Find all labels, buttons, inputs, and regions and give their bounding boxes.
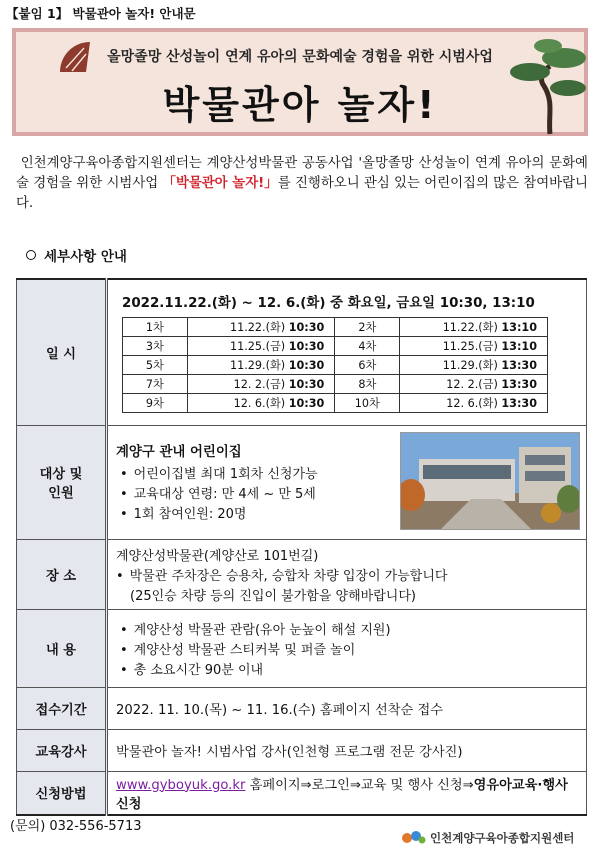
section-title-text: 세부사항 안내	[44, 249, 127, 265]
content-item: • 계양산성 박물관 관람(유아 눈높이 해설 지원)	[116, 619, 578, 638]
session-number	[123, 393, 188, 412]
circle-bullet-icon	[26, 250, 36, 260]
session-datetime	[187, 355, 335, 374]
session-number	[335, 374, 400, 393]
org-name: 인천계양구육아종합지원센터	[430, 831, 575, 845]
session-datetime	[400, 393, 548, 412]
content-label: 내 용	[17, 609, 107, 687]
session-datetime	[400, 355, 548, 374]
session-number-text: 3차	[145, 339, 164, 353]
instructor-value: 박물관아 놀자! 시범사업 강사(인천형 프로그램 전문 강사진)	[107, 729, 587, 771]
session-number	[123, 355, 188, 374]
apply-label: 신청방법	[17, 771, 107, 815]
session-number	[335, 393, 400, 412]
session-date: 12. 2.(금)	[233, 377, 286, 391]
schedule-summary: 2022.11.22.(화) ~ 12. 6.(화) 중 화요일, 금요일 10:30, 13:10	[122, 295, 535, 311]
session-number	[335, 336, 400, 355]
target-content	[107, 425, 587, 539]
session-datetime	[400, 374, 548, 393]
instructor-row	[17, 729, 587, 771]
session-date: 11.25.(금)	[230, 339, 286, 353]
target-label: 대상 및 인원	[17, 425, 107, 539]
homepage-link[interactable]: www.gyboyuk.go.kr	[116, 777, 246, 793]
intro-text-2: 를 진행하오니 관심 있는 어린이집의 많은 참여바랍니다.	[16, 176, 588, 211]
period-value: 2022. 11. 10.(목) ~ 11. 16.(수) 홈페이지 선착순 접수	[107, 687, 587, 729]
session-number	[123, 336, 188, 355]
session-time: 13:10	[501, 320, 537, 334]
target-item: • 교육대상 연령: 만 4세 ~ 만 5세	[116, 483, 578, 502]
title-banner	[12, 28, 588, 136]
instructor-label: 교육강사	[17, 729, 107, 771]
section-title	[26, 245, 127, 265]
schedule-row	[17, 279, 587, 425]
session-number-text: 4차	[358, 339, 377, 353]
session-number	[123, 374, 188, 393]
session-date: 11.29.(화)	[230, 358, 286, 372]
session-time: 13:10	[501, 339, 537, 353]
schedule-table-row	[123, 355, 548, 374]
session-datetime	[187, 336, 335, 355]
target-item: • 1회 참여인원: 20명	[116, 503, 578, 522]
session-time: 10:30	[288, 358, 325, 372]
session-time: 10:30	[288, 339, 325, 353]
session-number	[335, 317, 400, 336]
org-signature	[400, 828, 574, 846]
session-date: 12. 2.(금)	[446, 377, 498, 391]
session-date: 12. 6.(화)	[233, 396, 286, 410]
museum-photo	[400, 432, 580, 530]
target-title: 계양구 관내 어린이집	[116, 445, 242, 460]
content-item: • 총 소요시간 90분 이내	[116, 659, 578, 678]
banner-title: 박물관아 놀자!	[162, 83, 438, 127]
target-item: • 어린이집별 최대 1회차 신청가능	[116, 463, 578, 482]
banner-subtitle: 올망졸망 산성놀이 연계 유아의 문화예술 경험을 위한 시범사업	[107, 49, 493, 65]
schedule-table-row	[123, 374, 548, 393]
session-number	[335, 355, 400, 374]
period-label: 접수기간	[17, 687, 107, 729]
intro-paragraph	[16, 154, 588, 214]
place-line: 계양산성박물관(계양산로 101번길)	[116, 548, 319, 564]
org-logo-icon	[400, 828, 426, 846]
period-row	[17, 687, 587, 729]
session-time: 10:30	[288, 396, 325, 410]
schedule-table-row	[123, 336, 548, 355]
session-date: 11.29.(화)	[442, 358, 498, 372]
schedule-content	[107, 279, 587, 425]
session-number-text: 7차	[145, 377, 164, 391]
session-datetime	[187, 393, 335, 412]
content-item: • 계양산성 박물관 스티커북 및 퍼즐 놀이	[116, 639, 578, 658]
session-datetime	[400, 336, 548, 355]
schedule-table	[122, 317, 548, 413]
session-datetime	[400, 317, 548, 336]
session-date: 11.25.(금)	[442, 339, 498, 353]
session-date: 11.22.(화)	[442, 320, 498, 334]
session-time: 13:30	[501, 377, 537, 391]
session-datetime	[187, 317, 335, 336]
details-table	[16, 278, 587, 816]
apply-row	[17, 771, 587, 815]
schedule-label: 일 시	[17, 279, 107, 425]
session-number-text: 6차	[358, 358, 377, 372]
place-row	[17, 539, 587, 609]
content-content	[107, 609, 587, 687]
place-line: • 박물관 주차장은 승용차, 승합차 차량 입장이 가능합니다	[112, 565, 578, 584]
attachment-label: 【붙임 1】 박물관아 놀자! 안내문	[6, 6, 196, 21]
contact-info: (문의) 032-556-5713	[10, 819, 142, 834]
schedule-table-row	[123, 317, 548, 336]
apply-steps-bold: 영유아교육·행사 신청	[116, 777, 568, 812]
session-time: 13:30	[501, 358, 537, 372]
place-line: (25인승 차량 등의 진입이 불가함을 양해바랍니다)	[130, 588, 416, 604]
session-number-text: 1차	[145, 320, 164, 334]
intro-text-1: 인천계양구육아종합지원센터는 계양산성박물관 공동사업 '올망졸망 산성놀이 연계 유아의 문화예술 경험을 위한 시범사업	[16, 156, 588, 191]
place-content	[107, 539, 587, 609]
schedule-table-row	[123, 393, 548, 412]
session-date: 11.22.(화)	[230, 320, 286, 334]
target-row	[17, 425, 587, 539]
session-date: 12. 6.(화)	[446, 396, 498, 410]
session-time: 10:30	[288, 320, 325, 334]
apply-content	[107, 771, 587, 815]
session-number-text: 8차	[358, 377, 377, 391]
session-number	[123, 317, 188, 336]
place-label: 장 소	[17, 539, 107, 609]
content-row	[17, 609, 587, 687]
session-number-text: 5차	[145, 358, 164, 372]
session-datetime	[187, 374, 335, 393]
intro-highlight: 「박물관아 놀자!」	[162, 176, 278, 191]
session-number-text: 2차	[358, 320, 377, 334]
apply-steps: 홈페이지⇒로그인⇒교육 및 행사 신청⇒	[245, 777, 474, 793]
session-time: 13:30	[501, 396, 537, 410]
session-time: 10:30	[288, 377, 325, 391]
session-number-text: 10차	[354, 396, 380, 410]
session-number-text: 9차	[145, 396, 164, 410]
